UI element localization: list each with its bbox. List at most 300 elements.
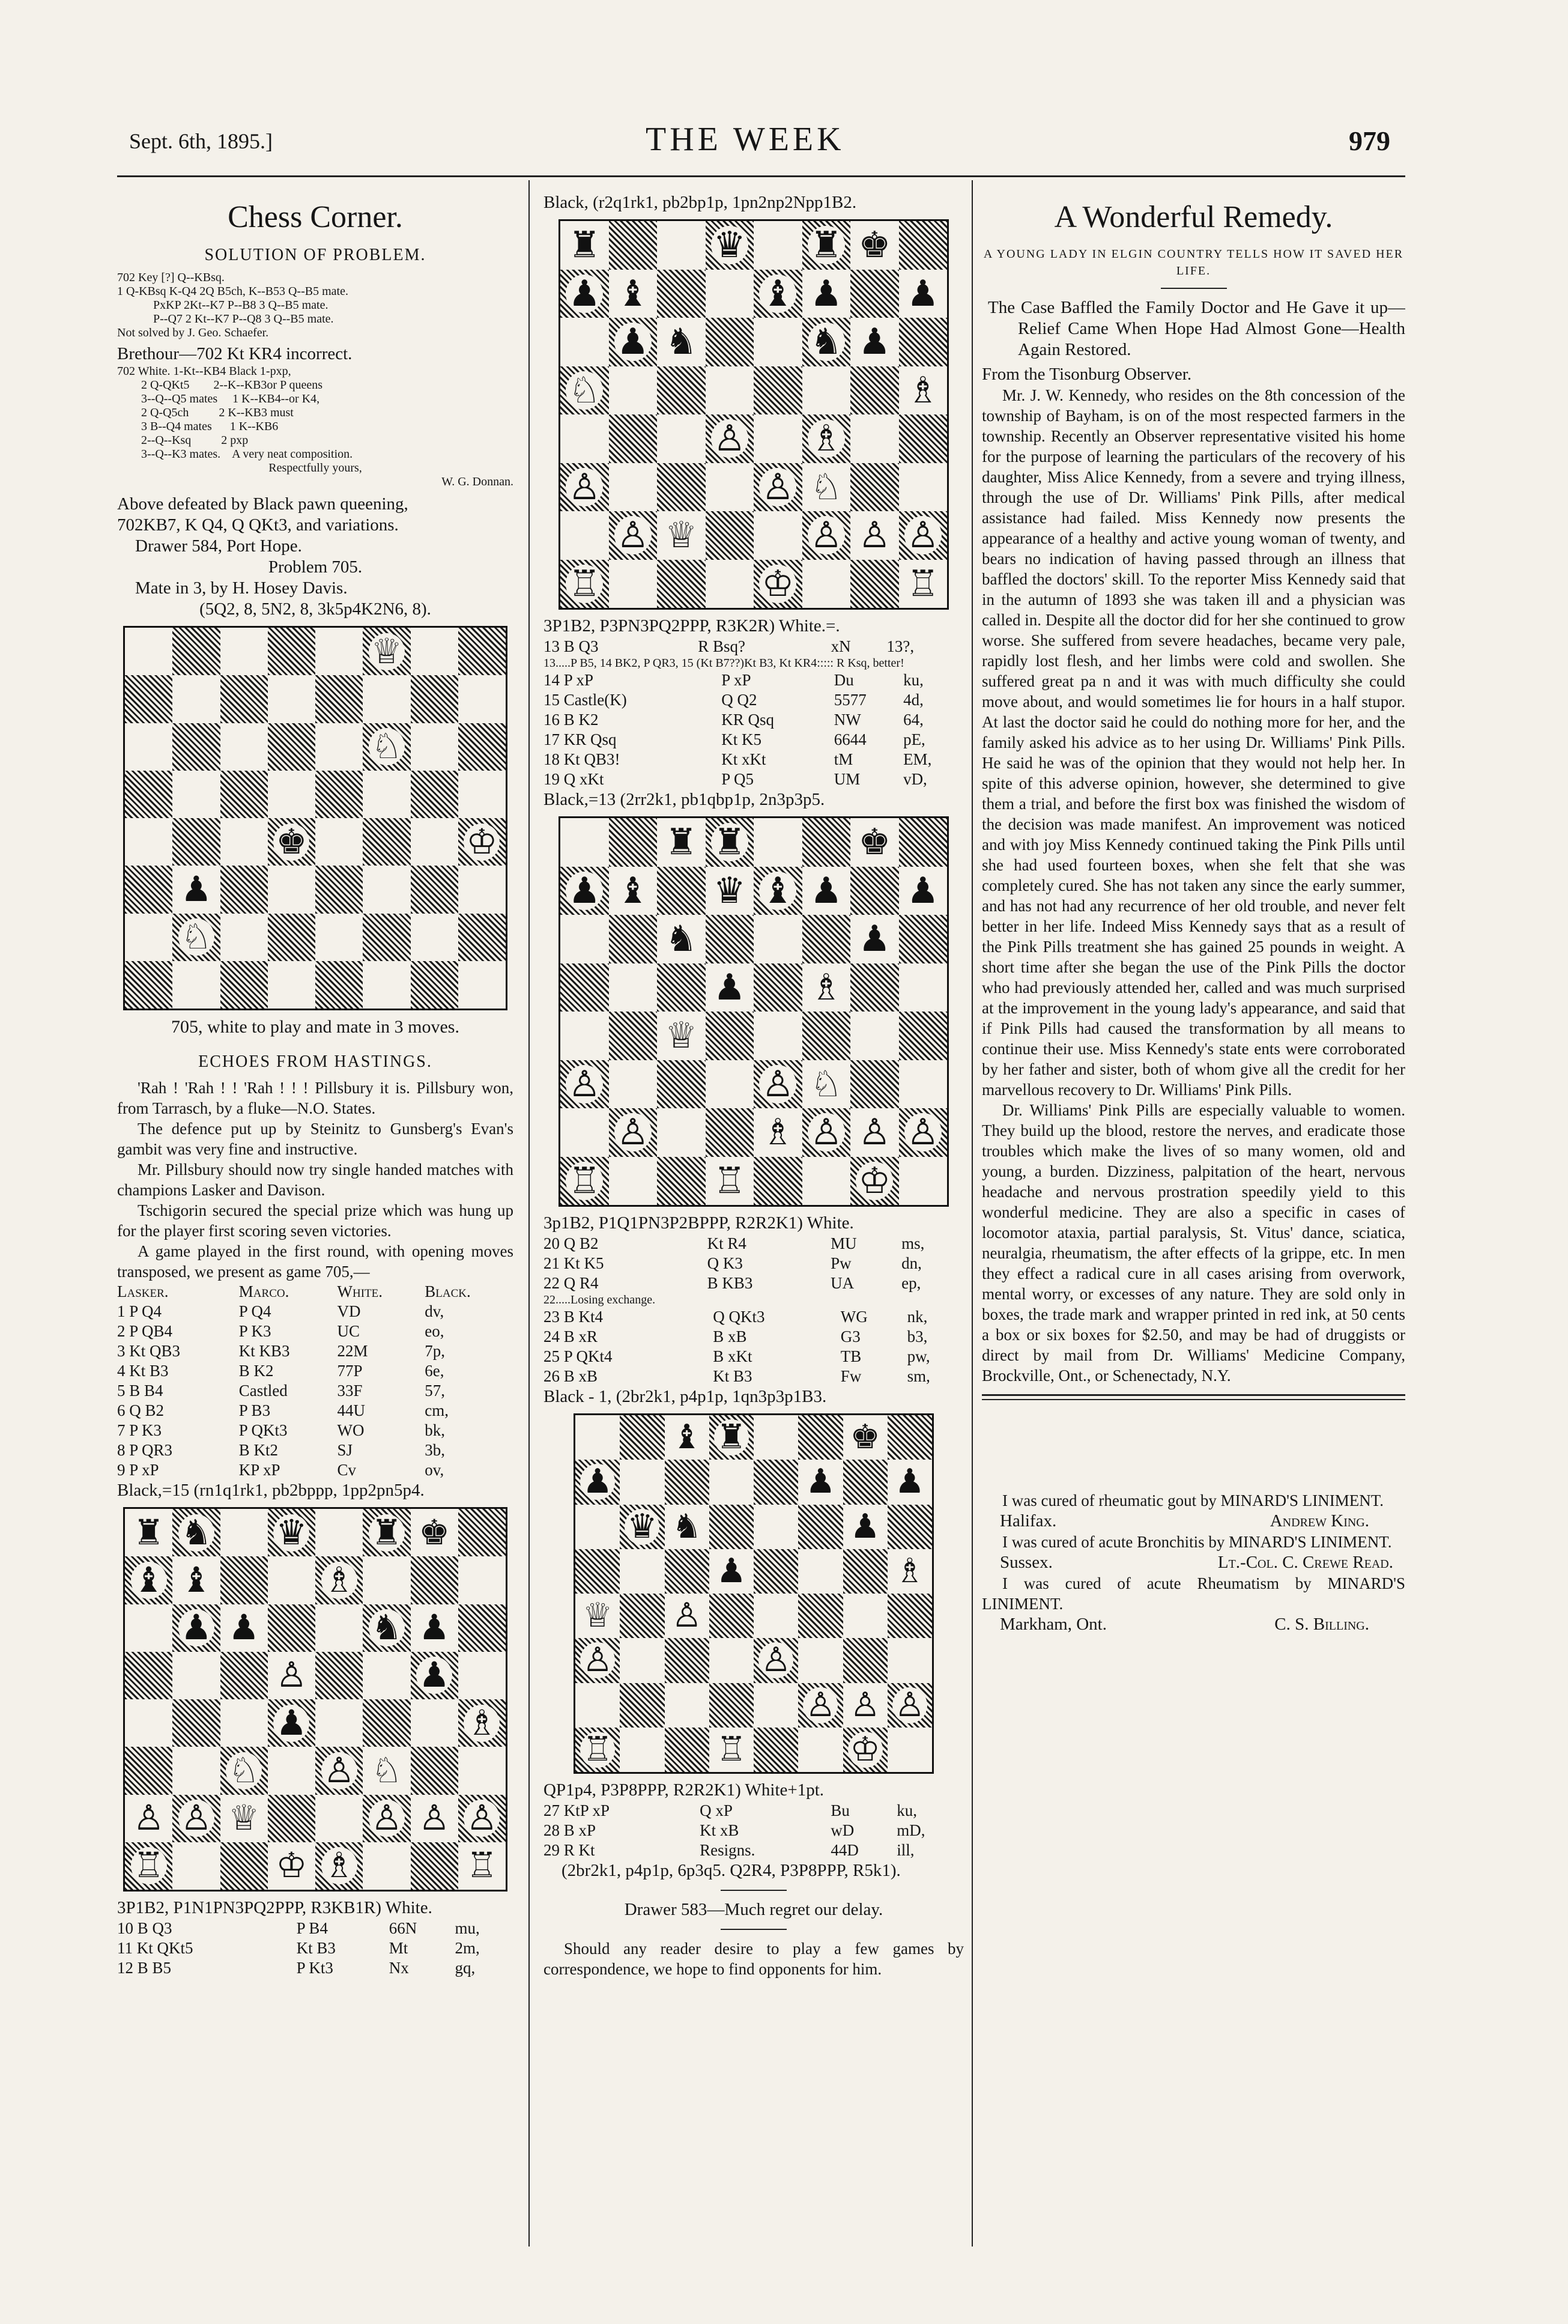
board-square <box>411 628 458 675</box>
board-square <box>575 1415 620 1460</box>
move-cell: 20 Q B2 <box>543 1234 599 1252</box>
board-square <box>657 818 706 867</box>
chess-piece-icon: ♜ <box>568 225 601 265</box>
chess-piece-icon: ♙ <box>369 1800 405 1837</box>
board-square <box>125 628 172 675</box>
chess-piece-icon: ♙ <box>808 1113 845 1151</box>
board-square <box>802 221 851 270</box>
board-square <box>560 915 609 963</box>
board-square <box>888 1594 932 1638</box>
move-cell: Q K3 <box>707 1254 743 1272</box>
board-square <box>363 1604 410 1652</box>
board-square <box>560 560 609 608</box>
problem-board <box>123 626 507 1010</box>
board-square <box>220 818 268 866</box>
chess-piece-icon: ♙ <box>671 1597 702 1635</box>
board-square <box>172 914 220 961</box>
problem-fen: (5Q2, 8, 5N2, 8, 3k5p4K2N6, 8). <box>199 599 431 619</box>
move-cell: 12 B B5 <box>117 1959 172 1977</box>
chess-piece-icon: ♝ <box>616 273 649 314</box>
board-square <box>125 1652 172 1699</box>
board-square <box>706 867 754 915</box>
board-square <box>657 366 706 415</box>
board-square <box>268 961 315 1009</box>
board-square <box>220 1842 268 1890</box>
column-rule-2 <box>972 180 973 2247</box>
chess-piece-icon: ♗ <box>321 1562 357 1599</box>
board-square <box>315 675 363 723</box>
board-square <box>220 1556 268 1604</box>
board-square <box>754 560 802 608</box>
solution-heading: SOLUTION OF PROBLEM. <box>204 246 426 264</box>
board-square <box>609 366 658 415</box>
analysis-line: 2 Q-Q5ch 2 K--KB3 must <box>141 406 294 419</box>
move-cell: 77P <box>337 1362 363 1380</box>
chess-piece-icon: ♗ <box>906 370 939 410</box>
board-square <box>575 1638 620 1682</box>
board-square <box>315 914 363 961</box>
table-row <box>543 637 964 657</box>
move-cell: 18 Kt QB3! <box>543 750 620 768</box>
article-paragraph: Dr. Williams' Pink Pills are especially valuable to women. They build up the blood, restore the nerves, and eradicate those troubles which make the lives of so many women, old and young, a burden. Dizziness, palpitation of the heart, nervous headache and nervous prostration speedily yield to this wonderful medicine. They are also a specific in cases of locomotor ataxia, partial paralysis, St. Vitus' dance, sciatica, neuralgia, rheumatism, the after effects of la grippe, etc. In men they effect a radical cure in all cases arising from overwork, mental worry, or excesses of any nature. They are sold only in boxes, the trade mark and wrapper printed in red ink, at 50 cents a box or six boxes for $2.50, and may be had of druggists or direct by mail from Dr. Williams' Medicine Company, Brockville, Ont., or Schenectady, N.Y. <box>982 1101 1405 1385</box>
move-note: 13.....P B5, 14 BK2, P QR3, 15 (Kt B7??)Kt B3, Kt KR4::::: R Ksq, better! <box>543 657 904 670</box>
board-square <box>315 1509 363 1556</box>
chess-piece-icon: ♙ <box>711 419 748 458</box>
article-source: From the Tisonburg Observer. <box>982 365 1192 384</box>
move-cell: Kt K5 <box>721 730 762 748</box>
board-square <box>850 318 899 366</box>
chess-piece-icon: ♙ <box>321 1752 357 1789</box>
move-cell: 4d, <box>903 691 924 709</box>
diagram-board <box>123 1507 507 1892</box>
board-square <box>560 221 609 270</box>
board-square <box>609 867 658 915</box>
board-square <box>754 1505 798 1549</box>
board-square <box>411 771 458 818</box>
board-square <box>802 867 851 915</box>
chess-piece-icon: ♙ <box>178 1800 214 1837</box>
chess-piece-icon: ♟ <box>858 919 891 959</box>
board-square <box>609 915 658 963</box>
board-square <box>850 560 899 608</box>
board-square <box>220 1652 268 1699</box>
move-cell: pw, <box>907 1347 930 1365</box>
board-square <box>754 1638 798 1682</box>
board-square <box>560 963 609 1012</box>
chess-piece-icon: ♙ <box>808 516 845 554</box>
board-square <box>458 1747 506 1794</box>
board-square <box>411 818 458 866</box>
board-square <box>315 818 363 866</box>
board-square <box>802 366 851 415</box>
board-square <box>850 270 899 318</box>
table-row <box>543 710 964 730</box>
chess-piece-icon: ♜ <box>665 822 698 863</box>
chess-piece-icon: ♙ <box>464 1800 500 1837</box>
board-square <box>411 1699 458 1747</box>
table-row <box>117 1440 513 1460</box>
move-cell: 26 B xB <box>543 1367 598 1385</box>
signature: W. G. Donnan. <box>441 475 513 488</box>
board-square <box>706 366 754 415</box>
board-square <box>754 221 802 270</box>
problem-caption: 705, white to play and mate in 3 moves. <box>171 1017 459 1037</box>
board-square <box>125 914 172 961</box>
board-square <box>172 818 220 866</box>
board-square <box>125 1604 172 1652</box>
board-square <box>363 1747 410 1794</box>
diagram-board <box>574 1413 934 1774</box>
board-square <box>657 270 706 318</box>
board-square <box>609 270 658 318</box>
analysis-line: 3 B--Q4 mates 1 K--KB6 <box>141 420 279 433</box>
table-row <box>543 1347 964 1367</box>
board-square <box>850 414 899 463</box>
chess-piece-icon: ♘ <box>371 1750 402 1790</box>
board-square <box>609 963 658 1012</box>
board-square <box>363 771 410 818</box>
board-square <box>411 1556 458 1604</box>
board-square <box>363 723 410 771</box>
move-cell: Kt B3 <box>713 1367 752 1385</box>
board-square <box>657 1012 706 1060</box>
board-square <box>620 1505 664 1549</box>
chess-piece-icon: ♖ <box>466 1846 498 1886</box>
testimonial-name: Lt.-Col. C. Crewe Read. <box>1217 1553 1393 1572</box>
board-square <box>798 1728 843 1772</box>
board-square <box>798 1549 843 1594</box>
board-square <box>899 867 948 915</box>
move-cell: 6644 <box>834 730 867 748</box>
board-square <box>125 866 172 913</box>
board-square <box>458 1652 506 1699</box>
board-square <box>575 1505 620 1549</box>
board-square <box>709 1594 754 1638</box>
move-cell: 44U <box>337 1401 365 1419</box>
board-square <box>125 1842 172 1890</box>
board-square <box>268 723 315 771</box>
move-cell: ms, <box>901 1234 925 1252</box>
board-square <box>706 221 754 270</box>
board-square <box>458 723 506 771</box>
board-square <box>850 463 899 512</box>
board-square <box>268 1556 315 1604</box>
white-position-line: QP1p4, P3P8PPP, R2R2K1) White+1pt. <box>543 1780 825 1800</box>
solution-line: PxKP 2Kt--K7 P--B8 3 Q--B5 mate. <box>153 299 328 312</box>
board-square <box>657 1060 706 1109</box>
chess-piece-icon: ♙ <box>758 1642 793 1678</box>
move-cell: Pw <box>831 1254 852 1272</box>
board-square <box>609 414 658 463</box>
board-square <box>899 560 948 608</box>
chess-piece-icon: ♖ <box>906 563 939 604</box>
move-cell: VD <box>337 1302 361 1320</box>
board-square <box>609 560 658 608</box>
board-square <box>172 1842 220 1890</box>
board-square <box>709 1728 754 1772</box>
article-paragraph: Mr. J. W. Kennedy, who resides on the 8th concession of the township of Bayham, is on of the most respected farmers in the township. Recently an Observer representative visited his home for the purpose of learning the particulars of the recovery of his daughter, Miss Alice Kennedy, from a severe and trying illness, through the use of Dr. Williams' Pink Pills, after medical assistance had failed. Miss Kennedy now presents the appearance of a healthy and active young woman of twenty, and bears no indication of having passed through an illness that baffled the doctors' skill. To the reporter Miss Kennedy said that in the autumn of 1893 she was taken ill and a physician was called in. Despite all the doctor did for her she continued to grow worse. She suffered from severe headaches, became very pale, rapidly lost flesh, and her limbs were cold and swollen. She suffered great pa n and it was with much difficulty she could move about, and would sometimes lie for hours in a half stupor. At last the doctor said he could do nothing more for her, and the family asked his advice as to her using Dr. Williams' Pink Pills. He said he was of the opinion that they would not help her. In spite of this adverse opinion, however, she determined to give them a trial, and before the first box was finished the wisdom of the decision was made manifest. An improvement was noticed and with joy Miss Kennedy continued taking the Pink Pills until she had used fourteen boxes, when she felt that she was completely cured. She has not taken any since the early summer, and has not had any recurrence of her old trouble, and never felt better in her life. Indeed Miss Kennedy says that as a result of the Pink Pills treatment she has gained 25 pounds in weight. A short time after she began the use of the Pink Pills the doctor who had previously attended her, called and was much surprised at the improvement in the young lady's appearance, and said that if Pink Pills had caused the transformation by all means to continue their use. Miss Kennedy's state ents were corroborated by her father and sister, both of whom give all the credit for her marvellous recovery to Dr. Williams' Pink Pills. <box>982 386 1405 1099</box>
board-square <box>802 1108 851 1157</box>
echoes-paragraph: A game played in the first round, with opening moves transposed, we present as game 705,— <box>117 1242 513 1281</box>
chess-piece-icon: ♝ <box>180 1560 212 1600</box>
board-square <box>754 1415 798 1460</box>
table-row <box>117 1341 513 1361</box>
solution-line: 702 Key [?] Q--KBsq. <box>117 271 225 284</box>
table-header-row <box>117 1282 513 1302</box>
board-square <box>411 914 458 961</box>
board-square <box>657 511 706 560</box>
board-square <box>220 675 268 723</box>
move-cell: Resigns. <box>700 1841 755 1859</box>
move-cell: 24 B xR <box>543 1327 598 1346</box>
move-cell: 22M <box>337 1342 368 1360</box>
chess-piece-icon: ♜ <box>369 1514 405 1552</box>
board-square <box>458 675 506 723</box>
board-square <box>172 1795 220 1842</box>
chess-piece-icon: ♙ <box>904 1113 942 1151</box>
chess-piece-icon: ♙ <box>419 1798 450 1838</box>
chess-piece-icon: ♟ <box>906 273 939 314</box>
move-cell: 14 P xP <box>543 671 594 689</box>
board-square <box>220 866 268 913</box>
chess-piece-icon: ♕ <box>665 515 698 556</box>
chess-piece-icon: ♖ <box>566 1162 603 1200</box>
move-cell: wD <box>831 1821 855 1839</box>
board-square <box>363 628 410 675</box>
board-square <box>172 723 220 771</box>
move-cell: Kt KB3 <box>238 1342 290 1360</box>
board-square <box>575 1728 620 1772</box>
board-square <box>125 818 172 866</box>
board-square <box>609 463 658 512</box>
board-square <box>850 1157 899 1206</box>
move-cell: WG <box>840 1308 868 1326</box>
table-row <box>543 1307 964 1327</box>
table-row <box>543 1840 964 1860</box>
board-square <box>268 818 315 866</box>
board-square <box>899 318 948 366</box>
drawer-583: Drawer 583—Much regret our delay. <box>624 1900 883 1919</box>
board-square <box>888 1638 932 1682</box>
col-header: White. <box>337 1282 383 1300</box>
board-square <box>315 771 363 818</box>
move-cell: 4 Kt B3 <box>117 1362 169 1380</box>
game-moves-table <box>543 670 964 789</box>
move-cell: 3b, <box>425 1441 446 1459</box>
testimonial-place: Halifax. <box>1000 1511 1057 1531</box>
board-square <box>754 963 802 1012</box>
board-square <box>363 961 410 1009</box>
board-square <box>850 915 899 963</box>
chess-piece-icon: ♟ <box>894 1463 925 1501</box>
move-cell: ep, <box>901 1274 921 1292</box>
board-square <box>709 1460 754 1504</box>
move-cell: 7p, <box>425 1342 446 1360</box>
chess-piece-icon: ♜ <box>133 1512 165 1552</box>
chess-piece-icon: ♗ <box>761 1112 795 1153</box>
board-square <box>458 914 506 961</box>
solution-line: 1 Q-KBsq K-Q4 2Q B5ch, K--B53 Q--B5 mate. <box>117 285 348 298</box>
move-cell: 19 Q xKt <box>543 770 604 788</box>
chess-piece-icon: ♟ <box>810 870 843 911</box>
board-square <box>268 1604 315 1652</box>
board-square <box>620 1460 664 1504</box>
board-square <box>363 818 410 866</box>
board-square <box>620 1638 664 1682</box>
board-square <box>754 366 802 415</box>
board-square <box>125 771 172 818</box>
table-row <box>117 1958 513 1978</box>
board-square <box>850 221 899 270</box>
board-square <box>268 1795 315 1842</box>
chess-piece-icon: ♞ <box>178 1514 214 1552</box>
board-square <box>411 1652 458 1699</box>
board-square <box>411 866 458 913</box>
move-cell: G3 <box>840 1327 861 1346</box>
board-square <box>172 675 220 723</box>
board-square <box>899 270 948 318</box>
chess-piece-icon: ♘ <box>178 918 214 956</box>
board-square <box>315 961 363 1009</box>
board-square <box>575 1460 620 1504</box>
board-square <box>220 1509 268 1556</box>
board-square <box>754 818 802 867</box>
board-square <box>172 628 220 675</box>
table-row <box>543 750 964 769</box>
article-lead: The Case Baffled the Family Doctor and He Gave it up—Relief Came When Hope Had Almost Gone—Health Again Restored. <box>988 298 1405 359</box>
chess-piece-icon: ♟ <box>850 1508 880 1546</box>
board-square <box>172 866 220 913</box>
board-square <box>888 1415 932 1460</box>
move-cell: UM <box>834 770 861 788</box>
board-square <box>172 1699 220 1747</box>
board-square <box>798 1683 843 1728</box>
board-square <box>315 866 363 913</box>
board-square <box>315 1604 363 1652</box>
board-square <box>850 1060 899 1109</box>
chess-piece-icon: ♛ <box>625 1509 659 1545</box>
move-cell: P xP <box>721 671 751 689</box>
move-cell: B Kt2 <box>238 1441 279 1459</box>
chess-piece-icon: ♟ <box>228 1608 260 1648</box>
chess-piece-icon: ♙ <box>850 1686 880 1724</box>
board-square <box>754 1728 798 1772</box>
board-square <box>609 1157 658 1206</box>
board-square <box>172 1604 220 1652</box>
column-2 <box>543 192 964 2265</box>
move-cell: Q xP <box>700 1801 733 1819</box>
board-square <box>220 723 268 771</box>
move-cell: sm, <box>907 1367 930 1385</box>
move-cell: R Bsq? <box>698 637 746 655</box>
issue-date: Sept. 6th, 1895.] <box>129 129 273 153</box>
board-square <box>665 1728 709 1772</box>
move-cell: mD, <box>897 1821 925 1839</box>
board-square <box>754 1683 798 1728</box>
chess-piece-icon: ♚ <box>858 225 891 265</box>
chess-piece-icon: ♙ <box>858 1112 891 1153</box>
move-cell: 6 Q B2 <box>117 1401 165 1419</box>
analysis-line: 2--Q--Ksq 2 pxp <box>141 434 249 447</box>
board-square <box>268 628 315 675</box>
board-square <box>609 318 658 366</box>
move-cell: vD, <box>903 770 927 788</box>
board-square <box>315 1556 363 1604</box>
black-position-line: Black - 1, (2br2k1, p4p1p, 1qn3p3p1B3. <box>543 1387 827 1406</box>
move-cell: WO <box>337 1421 365 1439</box>
board-square <box>268 771 315 818</box>
board-square <box>411 1604 458 1652</box>
move-cell: 22 Q R4 <box>543 1274 599 1292</box>
board-square <box>411 1747 458 1794</box>
game-moves-table <box>543 1234 964 1293</box>
chess-piece-icon: ♟ <box>566 275 603 313</box>
divider <box>721 1890 787 1891</box>
black-position-line: Black, (r2q1rk1, pb2bp1p, 1pn2np2Npp1B2. <box>543 193 857 212</box>
analysis-line: 3--Q--K3 mates. A very neat composition. <box>141 448 353 461</box>
board-square <box>899 1060 948 1109</box>
board-square <box>458 628 506 675</box>
problem-subtitle: Mate in 3, by H. Hosey Davis. <box>135 578 348 598</box>
move-cell: P QKt3 <box>238 1421 288 1439</box>
board-square <box>754 463 802 512</box>
board-square <box>706 963 754 1012</box>
defeated-note: Above defeated by Black pawn queening, <box>117 494 408 514</box>
testimonial-place: Markham, Ont. <box>1000 1615 1107 1634</box>
move-cell: pE, <box>903 730 925 748</box>
white-position-line: 3P1B2, P3PN3PQ2PPP, R3K2R) White.=. <box>543 616 840 636</box>
chess-piece-icon: ♚ <box>850 1419 880 1457</box>
board-square <box>268 1842 315 1890</box>
move-cell: 6e, <box>425 1362 444 1380</box>
move-cell: UC <box>337 1322 360 1340</box>
echoes-heading: ECHOES FROM HASTINGS. <box>198 1052 432 1071</box>
board-square <box>706 511 754 560</box>
move-cell: Kt B3 <box>296 1939 336 1957</box>
chess-corner-title: Chess Corner. <box>228 200 403 234</box>
board-square <box>411 1795 458 1842</box>
move-cell: dv, <box>425 1302 444 1320</box>
chess-piece-icon: ♞ <box>808 323 845 361</box>
board-square <box>620 1728 664 1772</box>
board-square <box>315 1795 363 1842</box>
board-square <box>754 1594 798 1638</box>
move-cell: 64, <box>903 711 924 729</box>
chess-piece-icon: ♟ <box>580 1464 615 1500</box>
board-square <box>850 818 899 867</box>
board-square <box>125 1747 172 1794</box>
testimonial-place: Sussex. <box>1000 1553 1053 1572</box>
article-subtitle: A YOUNG LADY IN ELGIN COUNTRY TELLS HOW IT SAVED HER LIFE. <box>983 247 1404 278</box>
board-square <box>411 1509 458 1556</box>
table-row <box>117 1361 513 1381</box>
board-square <box>363 675 410 723</box>
board-square <box>560 270 609 318</box>
move-cell: gq, <box>455 1959 476 1977</box>
board-square <box>899 366 948 415</box>
board-square <box>363 1509 410 1556</box>
board-square <box>665 1505 709 1549</box>
board-square <box>172 771 220 818</box>
board-square <box>754 414 802 463</box>
board-square <box>802 318 851 366</box>
game-moves-table <box>543 637 964 657</box>
chess-piece-icon: ♞ <box>665 919 698 959</box>
board-square <box>560 511 609 560</box>
chess-piece-icon: ♗ <box>808 419 845 458</box>
board-square <box>458 866 506 913</box>
board-square <box>706 1012 754 1060</box>
